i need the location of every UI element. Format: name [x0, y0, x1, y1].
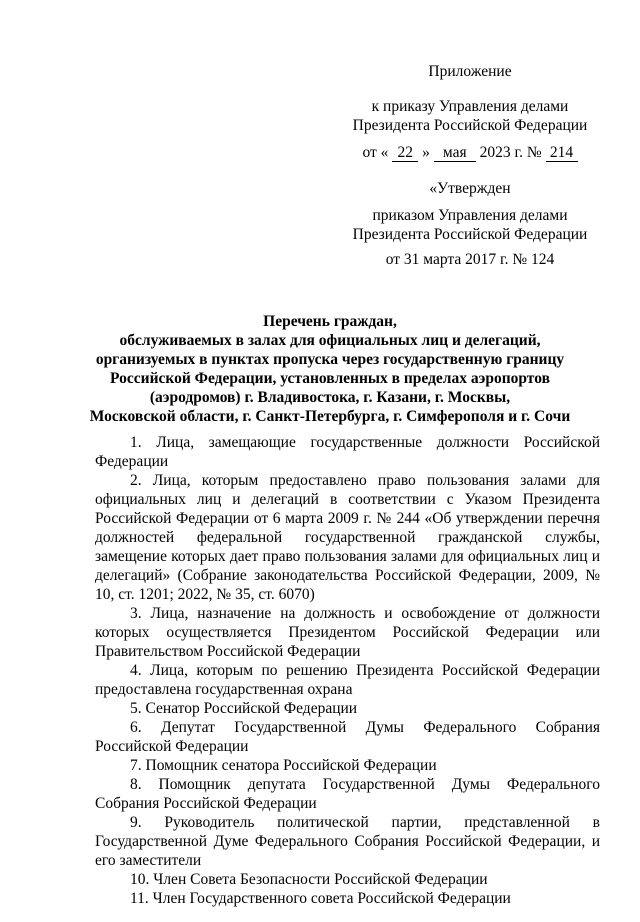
order-date	[340, 143, 600, 162]
order-reference-line2: Президента Российской Федерации	[352, 117, 588, 134]
list-item: 8. Помощник депутата Государственной Думы Федерального Собрания Российской Федерации	[95, 776, 600, 812]
order-reference-line1: к приказу Управления делами	[371, 98, 569, 115]
list-item: 9. Руководитель политической партии, представленной в Государственной Думе Федерального Собрания Российской Федерации, и его заместители	[95, 814, 600, 869]
order-date-month: мая	[434, 145, 476, 162]
title-line: Московской области, г. Санкт-Петербурга, г. Симферополя и г. Сочи	[89, 408, 571, 425]
order-date-mid: »	[422, 144, 430, 161]
title-line: Российской Федерации, установленных в пределах аэропортов	[110, 370, 550, 387]
list-item: 4. Лица, которым по решению Президента Российской Федерации предоставлена государственная охрана	[95, 662, 600, 698]
title-line: Перечень граждан,	[263, 313, 397, 330]
order-date-year: 2023 г. №	[479, 144, 542, 161]
title-line: организуемых в пунктах пропуска через государственную границу	[95, 351, 565, 368]
list-item: 5. Сенатор Российской Федерации	[130, 700, 358, 717]
approved-reference	[340, 206, 600, 244]
approved-reference-line2: Президента Российской Федерации	[352, 226, 588, 243]
citizen-list	[95, 433, 600, 908]
list-item: 2. Лица, которым предоставлено право пользования залами для официальных лиц и делегаций в соответствии с Указом Президента Российской Федерации от 6 марта 2009 г. № 244 «Об утверждении перечня должностей федеральной государственной гражданской службы, замещение которых дает право пользования залами для официальных лиц и делегаций» (Собрание законодательства Российской Федерации, 2009, № 10, ст. 1201; 2022, № 35, ст. 6070)	[95, 472, 600, 603]
list-item: 7. Помощник сенатора Российской Федерации	[130, 757, 437, 774]
approved-reference-line1: приказом Управления делами	[372, 207, 568, 224]
list-item: 11. Член Государственного совета Российской Федерации	[130, 890, 511, 907]
list-item: 6. Депутат Государственной Думы Федерального Собрания Российской Федерации	[95, 719, 600, 755]
document-title	[60, 312, 600, 426]
appendix-label: Приложение	[428, 63, 512, 80]
list-item: 3. Лица, назначение на должность и освобождение от должности которых осуществляется Президентом Российской Федерации или Правительством Российской Федерации	[95, 605, 600, 660]
order-number: 214	[546, 145, 578, 162]
approved-date-text: от 31 марта 2017 г. № 124	[385, 251, 555, 268]
appendix-heading	[340, 62, 600, 81]
title-line: (аэродромов) г. Владивостока, г. Казани, г. Москвы,	[149, 389, 511, 406]
approved-label: «Утвержден	[429, 180, 511, 197]
title-line: обслуживаемых в залах для официальных лиц и делегаций,	[119, 332, 541, 349]
order-date-day: 22	[392, 145, 418, 162]
approved-heading	[340, 179, 600, 198]
approved-date	[340, 250, 600, 269]
list-item: 10. Член Совета Безопасности Российской Федерации	[130, 871, 488, 888]
list-item: 1. Лица, замещающие государственные должности Российской Федерации	[95, 434, 600, 470]
order-reference	[340, 97, 600, 135]
order-date-prefix: от «	[362, 144, 389, 161]
